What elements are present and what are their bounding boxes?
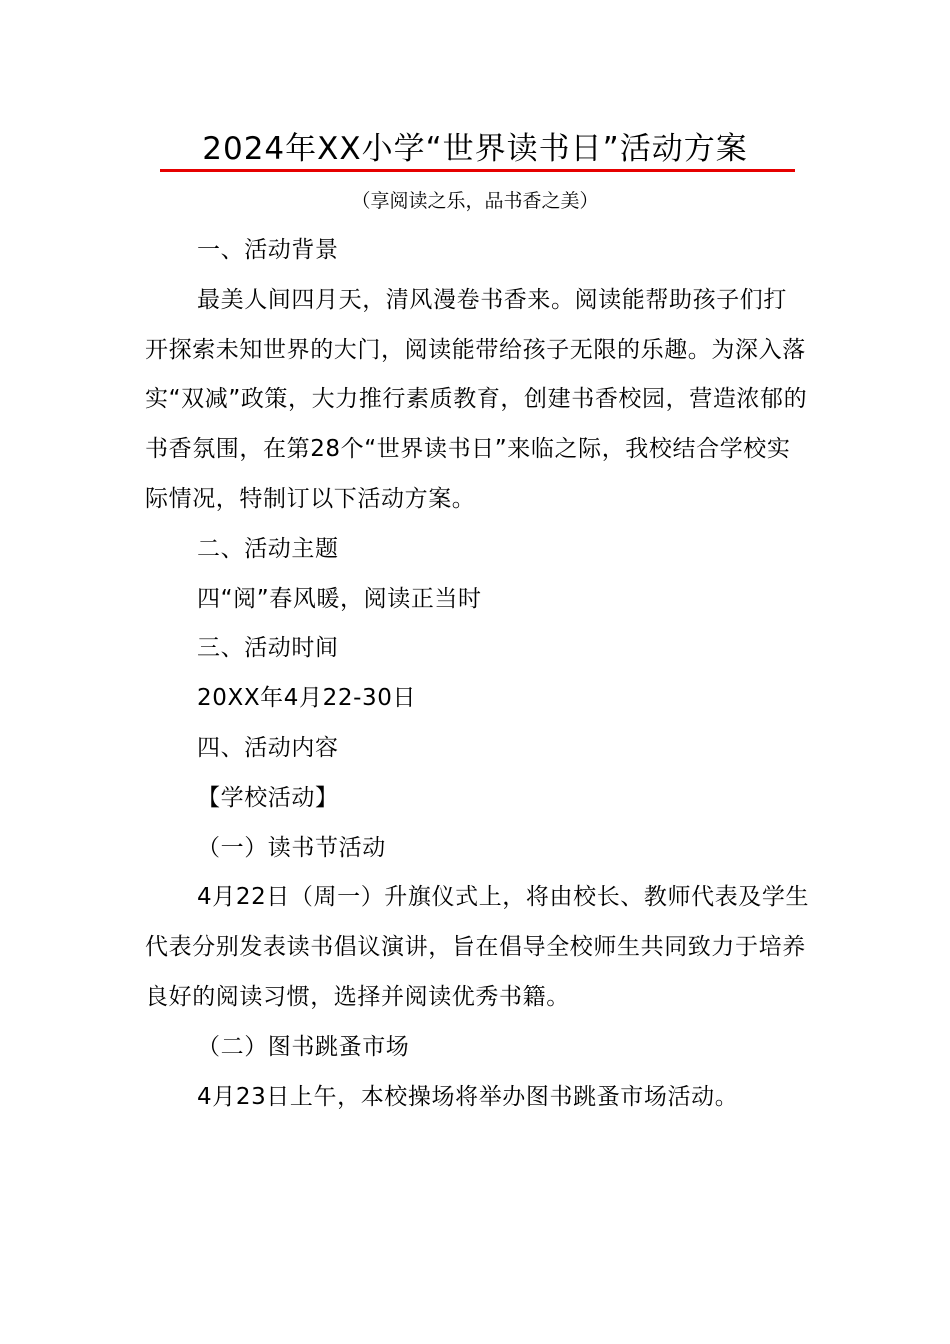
subheading-flea-market: （二）图书跳蚤市场	[197, 1033, 410, 1060]
document-subtitle: （享阅读之乐，品书香之美）	[351, 190, 599, 212]
document-title: 2024年XX小学“世界读书日”活动方案	[202, 131, 748, 167]
subheading-reading-festival: （一）读书节活动	[197, 834, 386, 861]
document-body	[145, 226, 810, 1122]
section-heading-content: 四、活动内容	[197, 734, 339, 761]
title-underline	[160, 169, 795, 172]
paragraph-theme: 四“阅”春风暖，阅读正当时	[197, 585, 482, 612]
paragraph-reading-festival: 4月22日（周一）升旗仪式上，将由校长、教师代表及学生代表分别发表读书倡议演讲，旨在倡导全校师生共同致力于培养良好的阅读习惯，选择并阅读优秀书籍。	[145, 884, 810, 1010]
section-heading-time: 三、活动时间	[197, 635, 339, 662]
section-heading-theme: 二、活动主题	[197, 535, 339, 562]
paragraph-background: 最美人间四月天，清风漫卷书香来。阅读能帮助孩子们打开探索未知世界的大门，阅读能带给孩子无限的乐趣。为深入落实“双减”政策，大力推行素质教育，创建书香校园，营造浓郁的书香氛围，在第28个“世界读书日”来临之际，我校结合学校实际情况，特制订以下活动方案。	[145, 286, 808, 512]
section-heading-background: 一、活动背景	[197, 237, 339, 263]
subheading-school-activities: 【学校活动】	[197, 784, 339, 811]
paragraph-flea-market: 4月23日上午，本校操场将举办图书跳蚤市场活动。	[197, 1083, 739, 1110]
paragraph-time: 20XX年4月22-30日	[197, 685, 417, 712]
